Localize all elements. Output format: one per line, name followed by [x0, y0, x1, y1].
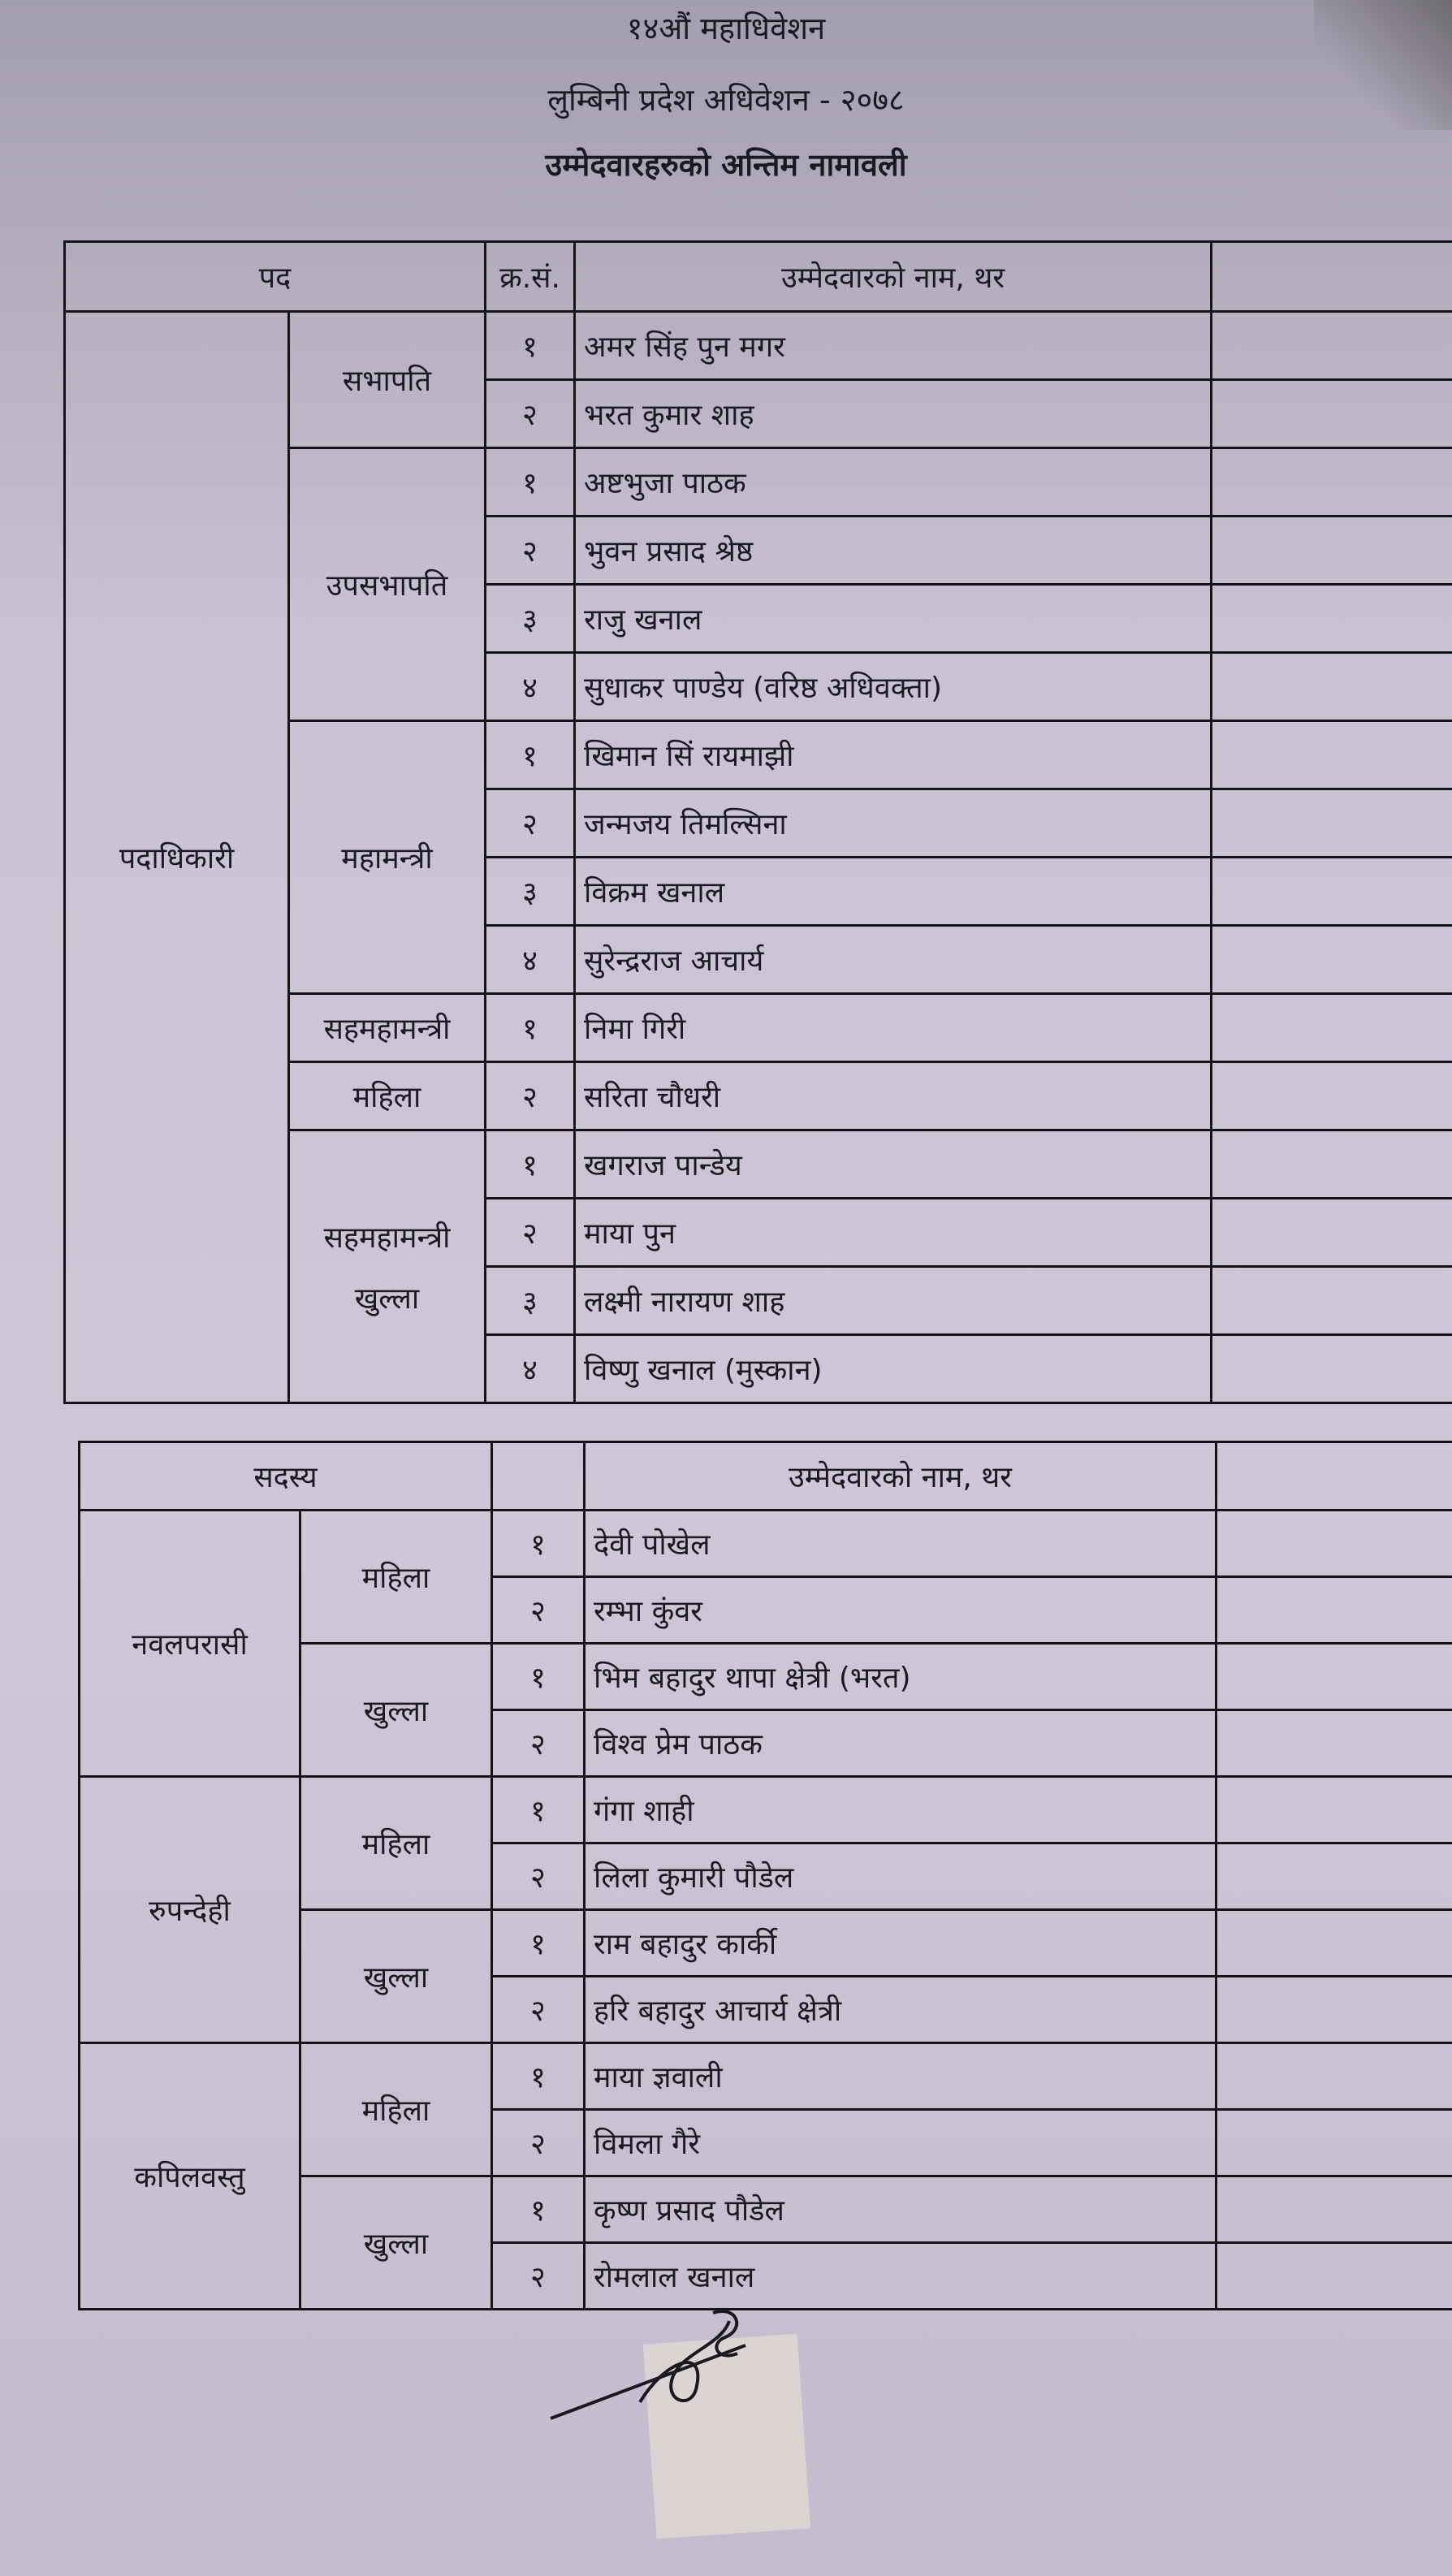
convention-title: १४औं महाधिवेशन	[626, 11, 826, 46]
category-open: खुल्ला	[300, 1910, 492, 2043]
header-candidate-name: उम्मेदवारको नाम, थर	[585, 1442, 1216, 1511]
post-joint-gs-women-line2: महिला	[289, 1062, 486, 1130]
candidate-name: विक्रम खनाल	[575, 858, 1212, 926]
serial-cell: १	[492, 1644, 585, 1710]
handwritten-signature	[542, 2297, 786, 2427]
serial-cell: ३	[486, 1267, 575, 1335]
serial-cell: २	[492, 2243, 585, 2310]
serial-cell: १	[492, 2176, 585, 2243]
post-joint-gs-open	[289, 1130, 486, 1403]
candidate-name: माया पुन	[575, 1199, 1212, 1267]
candidate-name: राजु खनाल	[575, 585, 1212, 653]
empty-cell	[1212, 1199, 1452, 1267]
candidate-name: सरिता चौधरी	[575, 1062, 1212, 1130]
empty-cell	[1212, 312, 1452, 380]
serial-cell: २	[486, 380, 575, 448]
candidate-name: हरि बहादुर आचार्य क्षेत्री	[585, 1977, 1216, 2043]
candidate-name: जन्मजय तिमल्सिना	[575, 789, 1212, 858]
serial-cell: १	[486, 721, 575, 789]
empty-cell	[1216, 1710, 1452, 1777]
candidate-name: रम्भा कुंवर	[585, 1577, 1216, 1644]
empty-cell	[1212, 1335, 1452, 1403]
serial-cell: २	[492, 1977, 585, 2043]
table-row	[80, 2043, 1452, 2110]
candidate-name: लक्ष्मी नारायण शाह	[575, 1267, 1212, 1335]
candidate-name: राम बहादुर कार्की	[585, 1910, 1216, 1977]
candidate-name: लिला कुमारी पौडेल	[585, 1843, 1216, 1910]
members-table	[78, 1441, 1452, 2310]
post-joint-gs-women-line1: सहमहामन्त्री	[289, 994, 486, 1062]
serial-cell: २	[486, 1199, 575, 1267]
empty-cell	[1212, 653, 1452, 721]
empty-cell	[1212, 1267, 1452, 1335]
table-header-row	[80, 1442, 1452, 1511]
serial-cell: २	[492, 1710, 585, 1777]
serial-cell: ४	[486, 1335, 575, 1403]
serial-cell: १	[486, 1130, 575, 1199]
district-name: नवलपरासी	[80, 1511, 300, 1777]
serial-cell: ४	[486, 926, 575, 994]
candidate-name: देवी पोखेल	[585, 1511, 1216, 1577]
candidate-name: रोमलाल खनाल	[585, 2243, 1216, 2310]
candidate-name: गंगा शाही	[585, 1777, 1216, 1843]
candidate-name: अमर सिंह पुन मगर	[575, 312, 1212, 380]
serial-cell: १	[492, 1777, 585, 1843]
empty-cell	[1212, 1062, 1452, 1130]
category-women: महिला	[300, 2043, 492, 2176]
serial-cell: ३	[486, 858, 575, 926]
serial-cell: २	[492, 1843, 585, 1910]
table-header-row	[65, 242, 1452, 312]
district-name: कपिलवस्तु	[80, 2043, 300, 2310]
header-serial: क्र.सं.	[486, 242, 575, 312]
serial-cell: १	[486, 312, 575, 380]
empty-cell	[1212, 858, 1452, 926]
empty-cell	[1216, 1843, 1452, 1910]
post-vice-chair: उपसभापति	[289, 448, 486, 721]
category-open: खुल्ला	[300, 1644, 492, 1777]
empty-cell	[1212, 516, 1452, 585]
assembly-title: लुम्बिनी प्रदेश अधिवेशन - २०७८	[547, 82, 905, 118]
candidate-name: निमा गिरी	[575, 994, 1212, 1062]
list-title: उम्मेदवारहरुको अन्तिम नामावली	[545, 147, 907, 183]
candidate-name: अष्टभुजा पाठक	[575, 448, 1212, 516]
post-general-secretary: महामन्त्री	[289, 721, 486, 994]
candidate-name: भरत कुमार शाह	[575, 380, 1212, 448]
empty-cell	[1216, 2043, 1452, 2110]
empty-cell	[1212, 380, 1452, 448]
header-post: पद	[65, 242, 486, 312]
candidate-name: विमला गैरे	[585, 2110, 1216, 2176]
header-candidate-name: उम्मेदवारको नाम, थर	[575, 242, 1212, 312]
serial-cell: २	[486, 516, 575, 585]
candidate-name: माया ज्ञवाली	[585, 2043, 1216, 2110]
serial-cell: १	[492, 1910, 585, 1977]
candidate-name: खिमान सिं रायमाझी	[575, 721, 1212, 789]
category-women: महिला	[300, 1511, 492, 1644]
group-office-bearers: पदाधिकारी	[65, 312, 289, 1403]
serial-cell: २	[486, 789, 575, 858]
empty-cell	[1216, 1644, 1452, 1710]
serial-cell: ३	[486, 585, 575, 653]
header-extra	[1212, 242, 1452, 312]
empty-cell	[1212, 1130, 1452, 1199]
serial-cell: १	[492, 1511, 585, 1577]
header-extra	[1216, 1442, 1452, 1511]
empty-cell	[1212, 448, 1452, 516]
candidate-name: खगराज पान्डेय	[575, 1130, 1212, 1199]
header-member: सदस्य	[80, 1442, 492, 1511]
candidate-name: सुरेन्द्रराज आचार्य	[575, 926, 1212, 994]
empty-cell	[1216, 2176, 1452, 2243]
serial-cell: १	[486, 994, 575, 1062]
empty-cell	[1216, 1777, 1452, 1843]
candidate-name: सुधाकर पाण्डेय (वरिष्ठ अधिवक्ता)	[575, 653, 1212, 721]
empty-cell	[1216, 1977, 1452, 2043]
office-bearers-table	[63, 240, 1452, 1404]
serial-cell: १	[492, 2043, 585, 2110]
empty-cell	[1212, 926, 1452, 994]
table-row	[80, 1511, 1452, 1577]
candidate-name: भिम बहादुर थापा क्षेत्री (भरत)	[585, 1644, 1216, 1710]
candidate-name: विष्णु खनाल (मुस्कान)	[575, 1335, 1212, 1403]
empty-cell	[1212, 789, 1452, 858]
serial-cell: २	[492, 2110, 585, 2176]
empty-cell	[1216, 1910, 1452, 1977]
table-row	[65, 312, 1452, 380]
header-serial	[492, 1442, 585, 1511]
category-women: महिला	[300, 1777, 492, 1910]
table-row	[80, 1777, 1452, 1843]
empty-cell	[1212, 585, 1452, 653]
serial-cell: ४	[486, 653, 575, 721]
candidate-name: भुवन प्रसाद श्रेष्ठ	[575, 516, 1212, 585]
empty-cell	[1216, 2243, 1452, 2310]
empty-cell	[1212, 994, 1452, 1062]
empty-cell	[1216, 2110, 1452, 2176]
empty-cell	[1216, 1577, 1452, 1644]
post-joint-gs-open-line1: सहमहामन्त्री	[323, 1221, 451, 1255]
serial-cell: १	[486, 448, 575, 516]
serial-cell: २	[492, 1577, 585, 1644]
post-joint-gs-open-line2: खुल्ला	[354, 1282, 420, 1316]
category-open: खुल्ला	[300, 2176, 492, 2310]
candidate-name: कृष्ण प्रसाद पौडेल	[585, 2176, 1216, 2243]
empty-cell	[1212, 721, 1452, 789]
candidate-name: विश्व प्रेम पाठक	[585, 1710, 1216, 1777]
post-chair: सभापति	[289, 312, 486, 448]
empty-cell	[1216, 1511, 1452, 1577]
district-name: रुपन्देही	[80, 1777, 300, 2043]
serial-cell: २	[486, 1062, 575, 1130]
